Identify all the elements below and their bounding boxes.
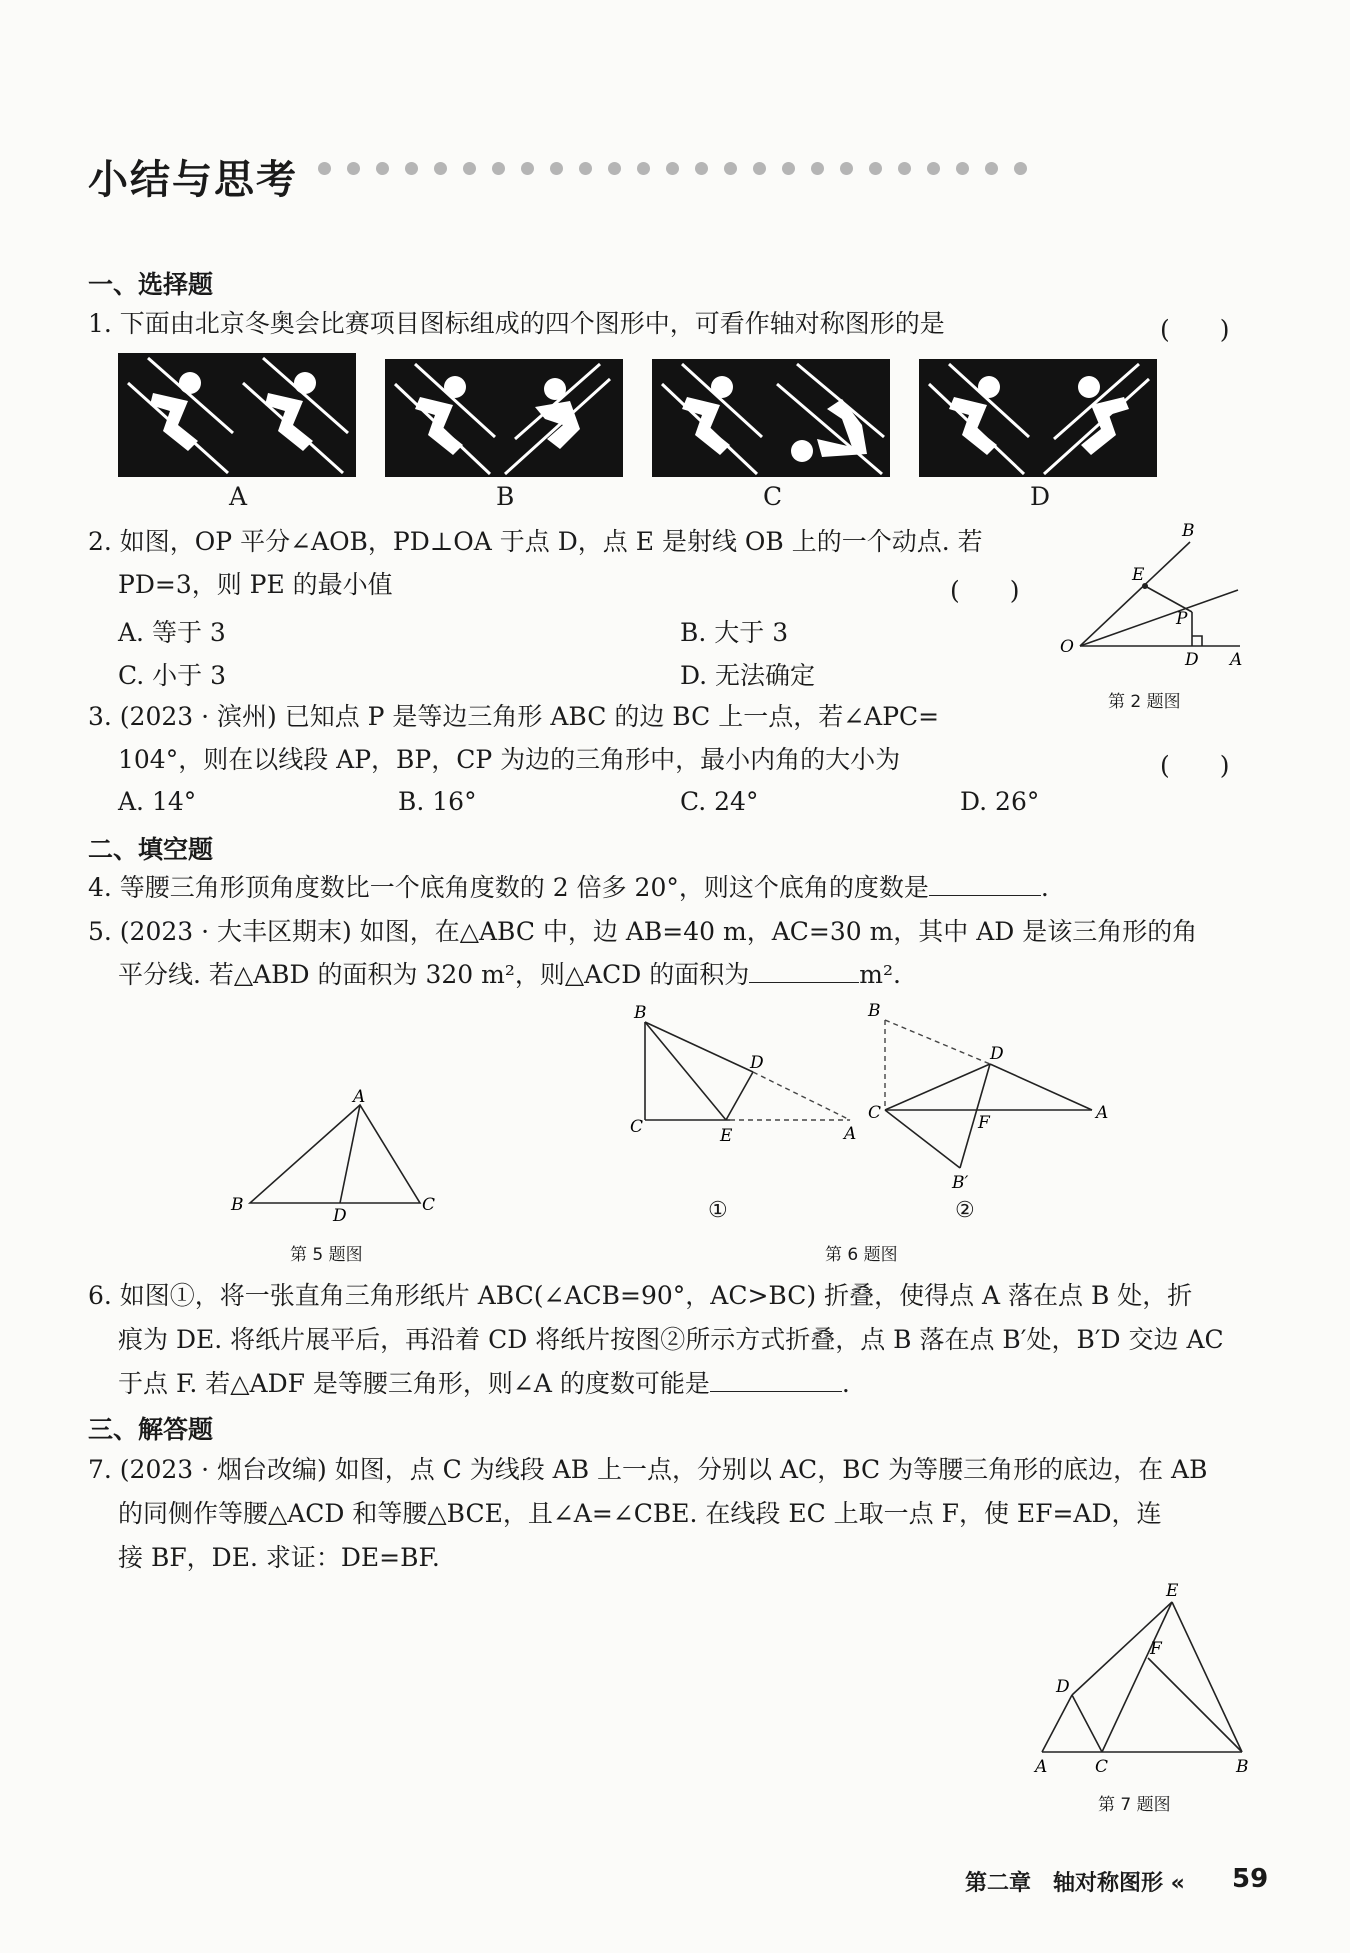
question-2-option-c: C. 小于 3 xyxy=(118,661,226,690)
question-3-line-1: 3. (2023 · 滨州) 已知点 P 是等边三角形 ABC 的边 BC 上一点，若∠APC= xyxy=(88,702,940,731)
title-dots xyxy=(318,162,1027,175)
option-a-image xyxy=(118,353,356,477)
question-2-answer-paren: ( ) xyxy=(950,576,1020,605)
svg-text:B: B xyxy=(231,1195,244,1215)
option-d-label: D xyxy=(1030,482,1051,511)
question-6-end: . xyxy=(841,1369,850,1398)
svg-text:D: D xyxy=(1056,1677,1070,1697)
figure-q2-caption: 第 2 题图 xyxy=(1108,692,1181,712)
question-4 xyxy=(88,866,1253,910)
option-a-label: A xyxy=(229,482,248,511)
question-6-line-1: 6. 如图①，将一张直角三角形纸片 ABC(∠ACB=90°，AC>BC) 折叠，使得点 A 落在点 B 处，折 xyxy=(88,1281,1193,1310)
question-3-line-2: 104°，则在以线段 AP，BP，CP 为边的三角形中，最小内角的大小为 xyxy=(118,745,901,774)
question-5-unit: m². xyxy=(859,960,901,989)
figure-q6-1 xyxy=(620,1000,870,1164)
question-2-line-2: PD=3，则 PE 的最小值 xyxy=(118,570,393,599)
svg-text:A: A xyxy=(844,1124,857,1144)
question-5-answer-blank[interactable] xyxy=(749,960,859,983)
figure-q6-2-label: ② xyxy=(955,1198,975,1223)
svg-text:A: A xyxy=(1230,650,1243,670)
question-7-line-3: 接 BF，DE. 求证：DE=BF. xyxy=(118,1543,440,1572)
svg-text:B′: B′ xyxy=(952,1173,969,1193)
svg-text:O: O xyxy=(1060,637,1074,657)
question-4-end: . xyxy=(1040,873,1049,902)
question-4-text: 4. 等腰三角形顶角度数比一个底角度数的 2 倍多 20°，则这个底角的度数是 xyxy=(88,873,929,902)
svg-text:C: C xyxy=(1095,1757,1109,1777)
svg-text:B: B xyxy=(634,1003,647,1023)
svg-text:D: D xyxy=(990,1044,1004,1064)
option-d-image xyxy=(919,359,1157,477)
svg-text:F: F xyxy=(1150,1639,1162,1659)
question-4-answer-blank[interactable] xyxy=(929,873,1041,896)
svg-text:E: E xyxy=(1132,565,1145,585)
question-1-text: 1. 下面由北京冬奥会比赛项目图标组成的四个图形中，可看作轴对称图形的是 xyxy=(88,309,945,338)
section-heading-solve: 三、解答题 xyxy=(88,1415,214,1444)
svg-text:A: A xyxy=(353,1087,366,1107)
question-2-option-a: A. 等于 3 xyxy=(118,618,226,647)
figure-q6-caption: 第 6 题图 xyxy=(825,1245,898,1265)
figure-q2 xyxy=(1050,520,1250,684)
page-number: 59 xyxy=(1232,1864,1269,1894)
question-3-answer-paren: ( ) xyxy=(1160,751,1230,780)
question-6-line-2: 痕为 DE. 将纸片展平后，再沿着 CD 将纸片按图②所示方式折叠，点 B 落在点 B′处，B′D 交边 AC xyxy=(118,1325,1224,1354)
svg-text:B: B xyxy=(1182,521,1195,541)
svg-text:D: D xyxy=(1185,650,1199,670)
question-3-option-a: A. 14° xyxy=(118,787,197,816)
question-7-line-2: 的同侧作等腰△ACD 和等腰△BCE，且∠A=∠CBE. 在线段 EC 上取一点 F，使 EF=AD，连 xyxy=(118,1499,1162,1528)
svg-text:P: P xyxy=(1176,609,1188,629)
question-5-line-2-text: 平分线. 若△ABD 的面积为 320 m²，则△ACD 的面积为 xyxy=(118,960,750,989)
figure-q6-2 xyxy=(860,998,1120,1202)
svg-text:F: F xyxy=(978,1113,990,1133)
question-2-option-d: D. 无法确定 xyxy=(680,661,816,690)
svg-text:A: A xyxy=(1035,1757,1048,1777)
svg-text:E: E xyxy=(720,1126,733,1146)
svg-text:C: C xyxy=(630,1117,644,1137)
option-b-label: B xyxy=(496,482,515,511)
footer-chapter: 第二章 轴对称图形 « xyxy=(965,1871,1185,1896)
svg-text:A: A xyxy=(1096,1103,1109,1123)
question-3-option-b: B. 16° xyxy=(398,787,477,816)
option-b-image xyxy=(385,359,623,477)
figure-q7 xyxy=(1020,1580,1260,1784)
question-3-option-c: C. 24° xyxy=(680,787,759,816)
question-1-answer-paren: ( ) xyxy=(1160,315,1230,344)
svg-text:C: C xyxy=(868,1103,882,1123)
figure-q7-caption: 第 7 题图 xyxy=(1098,1795,1171,1815)
svg-text:C: C xyxy=(422,1195,436,1215)
question-5-line-2 xyxy=(118,953,1283,997)
page-title: 小结与思考 xyxy=(88,157,298,203)
svg-text:D: D xyxy=(333,1206,347,1225)
question-6-line-3-text: 于点 F. 若△ADF 是等腰三角形，则∠A 的度数可能是 xyxy=(118,1369,710,1398)
figure-q5-caption: 第 5 题图 xyxy=(290,1245,363,1265)
svg-text:D: D xyxy=(750,1053,764,1073)
question-2-line-1: 2. 如图，OP 平分∠AOB，PD⊥OA 于点 D，点 E 是射线 OB 上的一个动点. 若 xyxy=(88,527,983,556)
svg-text:E: E xyxy=(1166,1581,1179,1601)
question-7-line-1: 7. (2023 · 烟台改编) 如图，点 C 为线段 AB 上一点，分别以 AC，BC 为等腰三角形的底边，在 AB xyxy=(88,1455,1208,1484)
question-5-line-1: 5. (2023 · 大丰区期末) 如图，在△ABC 中，边 AB=40 m，AC=30 m，其中 AD 是该三角形的角 xyxy=(88,917,1198,946)
svg-text:B: B xyxy=(1236,1757,1249,1777)
question-3-option-d: D. 26° xyxy=(960,787,1040,816)
question-2-option-b: B. 大于 3 xyxy=(680,618,789,647)
section-heading-choice: 一、选择题 xyxy=(88,270,214,299)
section-heading-fill: 二、填空题 xyxy=(88,835,214,864)
figure-q5 xyxy=(225,1085,445,1229)
option-c-image xyxy=(652,359,890,477)
option-c-label: C xyxy=(763,482,783,511)
figure-q6-1-label: ① xyxy=(708,1198,728,1223)
svg-text:B: B xyxy=(868,1001,881,1021)
question-6-answer-blank[interactable] xyxy=(710,1369,842,1392)
question-6-line-3 xyxy=(118,1362,1283,1406)
